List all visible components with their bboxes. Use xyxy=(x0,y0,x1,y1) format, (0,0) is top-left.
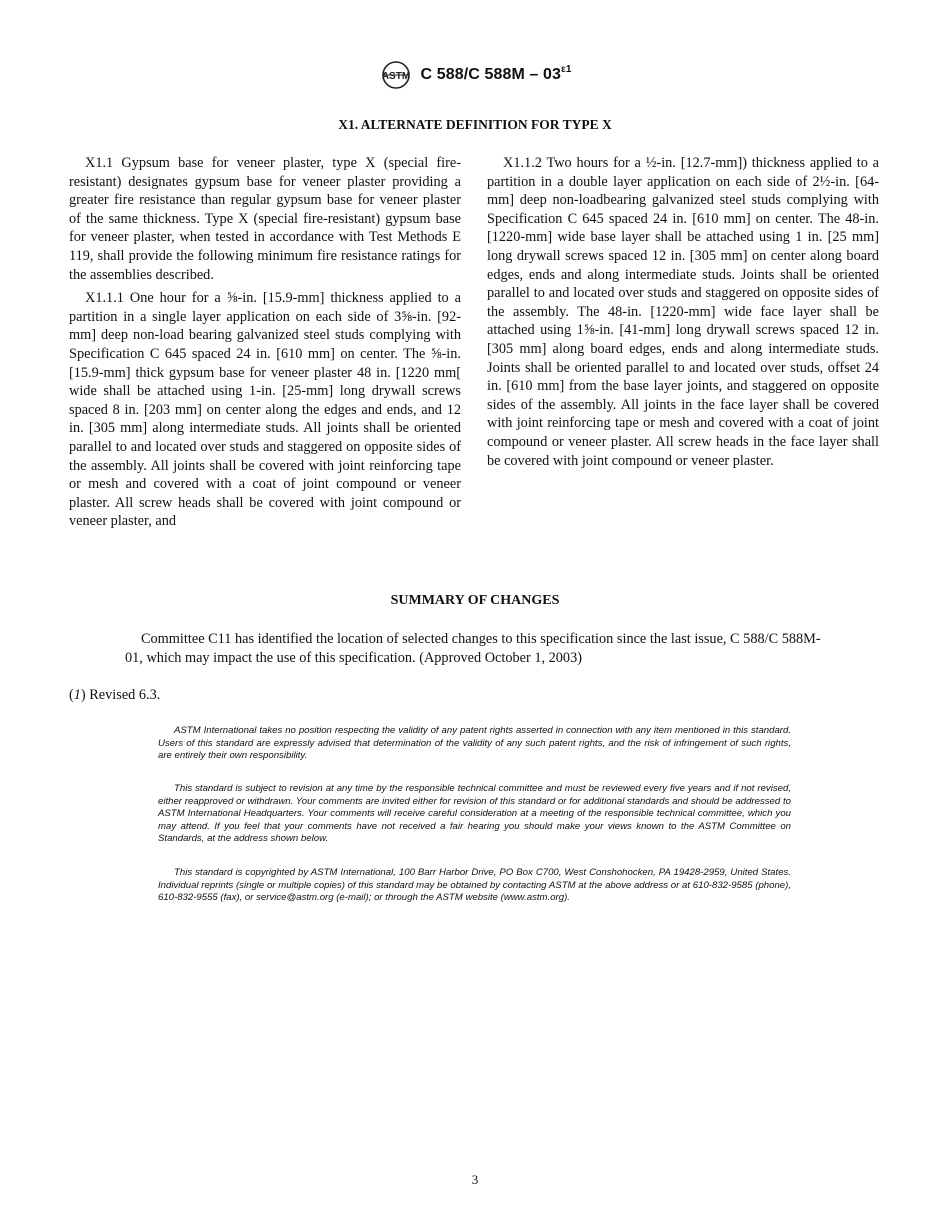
page-number: 3 xyxy=(471,1172,479,1187)
patent-notice: ASTM International takes no position respecting the validity of any patent rights asserted in connection with any item mentioned in this standard. Users of this standard are expressly advised that determination of the validity of any such patent rights, and the risk of infringement of such rights, are entirely their own responsibility. xyxy=(158,725,791,762)
standard-designation: C 588/C $588M - 03^{\varepsilon 1}$ xyxy=(420,64,572,83)
svg-text:ASTM: ASTM xyxy=(381,71,410,82)
appendix-title: X1. ALTERNATE DEFINITION FOR TYPE X xyxy=(338,117,612,132)
left-column xyxy=(69,154,461,536)
paragraph-x1-1: X1.1 Gypsum base for veneer plaster, type X (special fire-resistant) designates gypsum base for veneer plaster providing a greater fire resistance than regular gypsum base for veneer plaster of the same thickness. Type X (special fire-resistant) gypsum base for veneer plaster, when tested in accordance with Test Methods E 119, shall provide the following minimum fire resistance ratings for the assemblies described. xyxy=(69,155,461,283)
page-header xyxy=(0,60,950,90)
revision-notice: This standard is subject to revision at any time by the responsible technical committee and must be reviewed every five years and if not revised, either reapproved or withdrawn. Your comments are invited either for revision of this standard or for additional standards and should be addressed to ASTM International Headquarters. Your comments will receive careful consideration at a meeting of the responsible technical committee, which you may attend. If you feel that your comments have not received a fair hearing you should make your views known to the ASTM Committee on Standards, at the address shown below. xyxy=(158,783,791,845)
epsilon-superscript: ε1 xyxy=(560,64,572,75)
summary-text: Committee C11 has identified the location of selected changes to this specification since the last issue, C 588/C 588M-01, which may impact the use of this specification. (Approved October 1, 2003) xyxy=(125,631,821,666)
change-item-text: Revised 6.3. xyxy=(85,687,161,703)
paragraph-x1-1-2: X1.1.2 Two hours for a ½-in. [12.7-mm]) thickness applied to a partition in a double layer application on each side of 2½-in. [64-mm] deep non-loadbearing galvanized steel studs complying with Specification C 645 spaced 24 in. [610 mm] on center. The 48-in. [1220-mm] wide base layer shall be attached using 1 in. [25 mm] long drywall screws spaced 12 in. [305 mm] on center along board edges, ends and along intermediate studs. Joints shall be oriented parallel to and located over studs and staggered on opposite sides of the assembly. The 48-in. [1220-mm] wide face layer shall be attached using 1⅝-in. [41-mm] long drywall screws spaced 12 in. [305 mm] along board edges, ends and along intermediate studs. Joints shall be oriented parallel to and located over studs, offset 24 in. [610 mm] from the base layer joints, and staggered on opposite sides of the assembly. All joints in the face layer shall be covered with joint reinforcing tape or mesh and covered with a coat of joint compound or veneer plaster. All screw heads in the face layer shall be covered with joint compound or veneer plaster. xyxy=(487,155,879,469)
right-column xyxy=(487,154,879,475)
paragraph-x1-1-1: X1.1.1 One hour for a ⅝-in. [15.9-mm] thickness applied to a partition in a single layer application on each side of 3⅝-in. [92-mm] deep non-load bearing galvanized steel studs complying with Specification C 645 spaced 24 in. [610 mm] on center. The ⅝-in. [15.9-mm] thick gypsum base for veneer plaster 48 in. [1220 mm[ wide shall be attached using 1-in. [25-mm] long drywall screws spaced 8 in. [203 mm] on center along the edges and ends, and 12 in. [305 mm] along intermediate studs. All joints shall be oriented parallel to and located over studs and staggered on opposite sides of the assembly. All joints shall be covered with joint reinforcing tape or mesh and covered with a coat of joint compound or veneer plaster. All screw heads shall be covered with joint compound or veneer plaster, and xyxy=(69,290,461,530)
change-item-number: 1 xyxy=(73,687,81,703)
astm-logo-icon xyxy=(379,60,413,90)
change-item: (1) Revised 6.3. xyxy=(69,687,161,703)
summary-title: SUMMARY OF CHANGES xyxy=(390,593,560,608)
copyright-notice: This standard is copyrighted by ASTM International, 100 Barr Harbor Drive, PO Box C700, West Conshohocken, PA 19428-2959, United States. Individual reprints (single or multiple copies) of this standard may be obtained by contacting ASTM at the above address or at 610-832-9585 (phone), 610-832-9555 (fax), or service@astm.org (e-mail); or through the ASTM website (www.astm.org). xyxy=(158,867,791,904)
